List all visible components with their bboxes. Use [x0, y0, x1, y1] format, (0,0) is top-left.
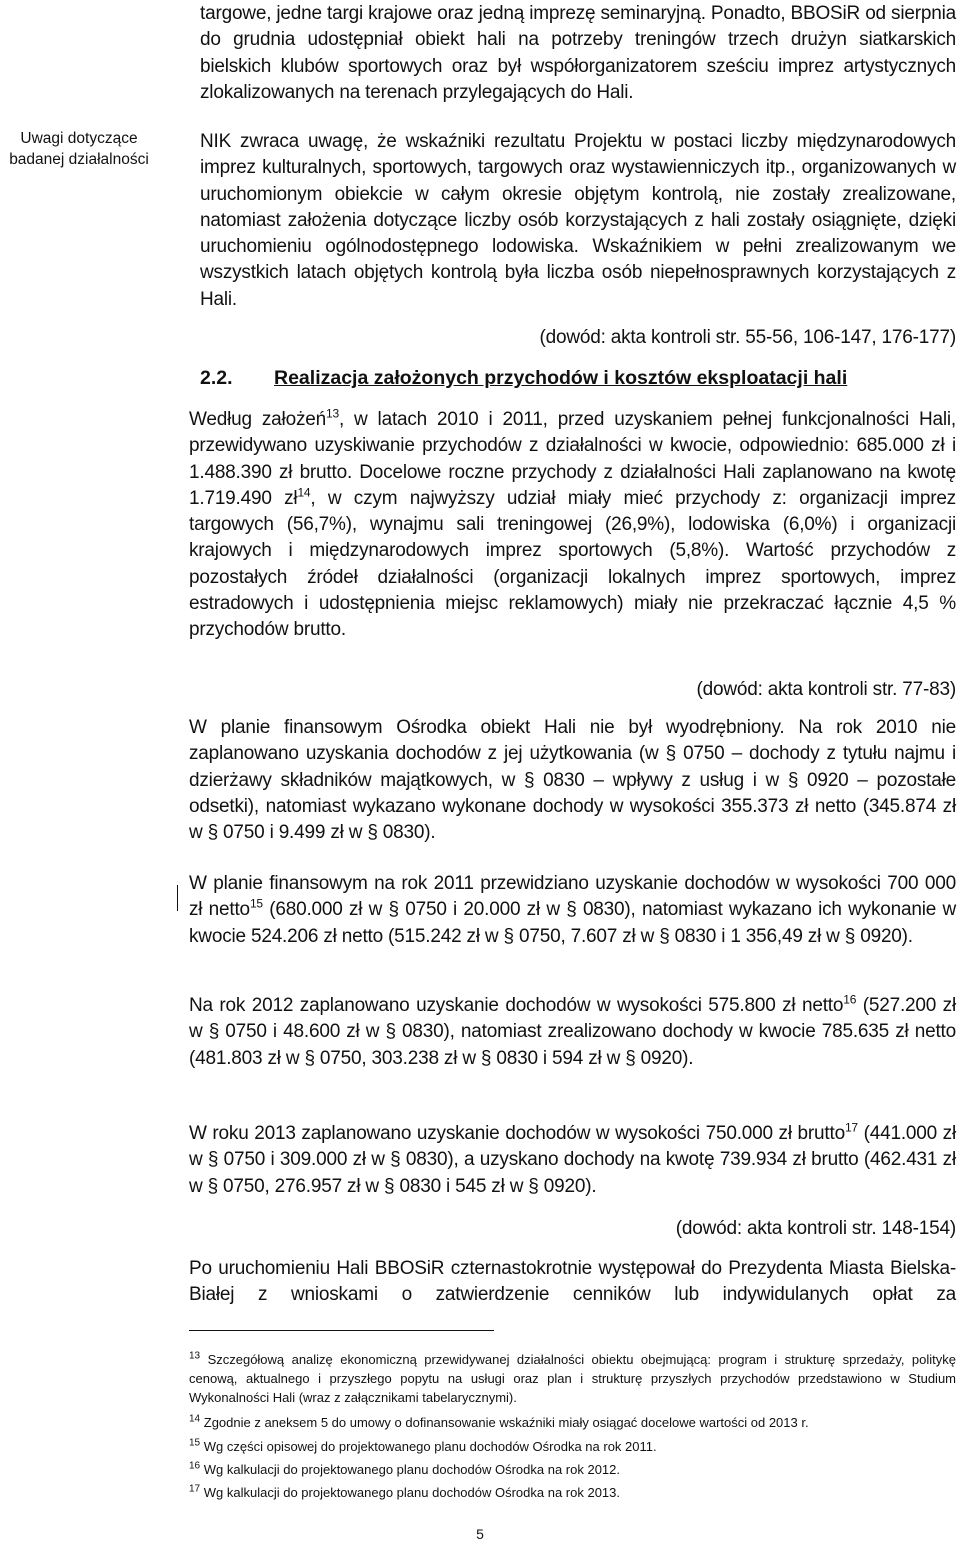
footnote-text: Wg kalkulacji do projektowanego planu dochodów Ośrodka na rok 2013. — [203, 1485, 621, 1500]
change-bar — [177, 885, 178, 911]
footnote — [189, 1437, 956, 1456]
evidence-ref-2: (dowód: akta kontroli str. 77-83) — [696, 679, 956, 700]
footnote-ref-16: 16 — [843, 992, 857, 1007]
paragraph-plan-2011 — [189, 871, 956, 950]
footnote — [189, 1413, 956, 1432]
evidence-ref-3: (dowód: akta kontroli str. 148-154) — [675, 1218, 956, 1239]
footnote-ref-17: 17 — [844, 1120, 858, 1135]
footnote-number: 17 — [189, 1483, 201, 1495]
footnote-text: Szczegółową analizę ekonomiczną przewidywanej działalności obiektu obejmującą: program i strukturę sprzedaży, politykę cenową, aktualnego i przyszłego popytu na usługi oraz plan i strukturę przyszłych przychodów przedstawiono w Studium Wykonalności Hali (wraz z załącznikami tabelarycznymi). — [189, 1352, 956, 1405]
margin-note: Uwagi dotyczące badanej działalności — [9, 130, 149, 168]
paragraph-intro: targowe, jedne targi krajowe oraz jedną imprezę seminaryjną. Ponadto, BBOSiR od sierpnia do grudnia udostępniał obiekt hali na potrzeby treningów trzech drużyn siatkarskich bielskich klubów sportowych oraz był współorganizatorem sześciu imprez artystycznych zlokalizowanych na terenach przylegających do Hali. — [200, 3, 956, 103]
footnote-text: Wg części opisowej do projektowanego planu dochodów Ośrodka na rok 2011. — [203, 1439, 657, 1454]
footnote — [189, 1350, 956, 1407]
page-number: 5 — [476, 1526, 484, 1542]
footnote — [189, 1460, 956, 1479]
text-run: , w latach 2010 i 2011, przed uzyskaniem pełnej funkcjonalności Hali, przewidywano uzyskiwanie przychodów z działalności w kwocie, odpowiednio: 685.000 zł i 1.488.390 zł brutto. Docelowe roczne przychody z działalności Hali zaplanowano na kwotę 1.719.490 zł — [189, 409, 957, 509]
text-run: (680.000 zł w § 0750 i 20.000 zł w § 0830), natomiast wykazano ich wykonanie w kwocie 524.206 zł netto (515.242 zł w § 0750, 7.607 zł w § 0830 i 1 356,49 zł w § 0920). — [189, 899, 956, 947]
text-run: W planie finansowym na rok 2011 przewidziano uzyskanie dochodów w wysokości 700 000 zł netto — [189, 873, 956, 921]
text-run: (527.200 zł w § 0750 i 48.600 zł w § 0830), natomiast zrealizowano dochody w kwocie 785.635 zł netto (481.803 zł w § 0750, 303.238 zł w § 0830 i 594 zł w § 0920). — [189, 995, 957, 1069]
footnote-ref-13: 13 — [325, 406, 339, 421]
footnote-text: Wg kalkulacji do projektowanego planu dochodów Ośrodka na rok 2012. — [203, 1462, 621, 1477]
section-number: 2.2. — [200, 367, 233, 389]
paragraph-pricing: Po uruchomieniu Hali BBOSiR czternastokrotnie występował do Prezydenta Miasta Bielska-Białej z wnioskami o zatwierdzenie cenników lub indywidulanych opłat za — [189, 1258, 956, 1306]
footnote-ref-15: 15 — [249, 896, 263, 911]
section-heading — [200, 367, 847, 390]
paragraph-assumptions — [189, 407, 956, 644]
footnote-text: Zgodnie z aneksem 5 do umowy o dofinansowanie wskaźniki miały osiągać docelowe wartości od 2013 r. — [203, 1415, 809, 1430]
paragraph-plan-2012 — [189, 993, 956, 1072]
text-run: Według założeń — [189, 409, 326, 430]
text-run: Na rok 2012 zaplanowano uzyskanie dochodów w wysokości 575.800 zł netto — [189, 995, 844, 1016]
footnote-number: 15 — [189, 1437, 201, 1449]
footnote-separator — [189, 1330, 494, 1331]
section-title: Realizacja założonych przychodów i kosztów eksploatacji hali — [274, 367, 848, 389]
footnote-number: 14 — [189, 1413, 201, 1425]
paragraph-plan-2013 — [189, 1121, 956, 1200]
footnote — [189, 1483, 956, 1502]
footnote-ref-14: 14 — [297, 485, 311, 500]
paragraph-plan-2010: W planie finansowym Ośrodka obiekt Hali nie był wyodrębniony. Na rok 2010 nie zaplanowano uzyskania dochodów z jej użytkowania (w § 0750 – dochody z tytułu najmu i dzierżawy składników majątkowych, w § 0830 – wpływy z usług i w § 0920 – pozostałe odsetki), natomiast wykazano wykonane dochody w wysokości 355.373 zł netto (345.874 zł w § 0750 i 9.499 zł w § 0830). — [189, 717, 956, 844]
text-run: , w czym najwyższy udział miały mieć przychody z: organizacji imprez targowych (56,7%), wynajmu sali treningowej (26,9%), lodowiska (6,0%) i organizacji krajowych i międzynarodowych imprez sportowych (5,8%). Wartość przychodów z pozostałych źródeł działalności (organizacji lokalnych imprez sportowych, imprez estradowych i udostępnienia miejsc reklamowych) miały nie przekraczać łącznie 4,5 % przychodów brutto. — [189, 487, 956, 641]
footnote-number: 13 — [189, 1350, 201, 1362]
text-run: (441.000 zł w § 0750 i 309.000 zł w § 0830), a uzyskano dochody na kwotę 739.934 zł brutto (462.431 zł w § 0750, 276.957 zł w § 0830 i 545 zł w § 0920). — [189, 1123, 956, 1197]
text-run: W roku 2013 zaplanowano uzyskanie dochodów w wysokości 750.000 zł brutto — [189, 1123, 845, 1144]
footnote-number: 16 — [189, 1460, 201, 1472]
paragraph-nik-remark: NIK zwraca uwagę, że wskaźniki rezultatu Projektu w postaci liczby międzynarodowych imprez kulturalnych, sportowych, targowych oraz wystawienniczych itp., organizowanych w uruchomionym obiekcie w całym okresie objętym kontrolą, nie zostały zrealizowane, natomiast założenia dotyczące liczby osób korzystających z hali zostały osiągnięte, dzięki uruchomieniu ogólnodostępnego lodowiska. Wskaźnikiem w pełni zrealizowanym we wszystkich latach objętych kontrolą była liczba osób niepełnosprawnych korzystających z Hali. — [200, 131, 956, 310]
evidence-ref-1: (dowód: akta kontroli str. 55-56, 106-147, 176-177) — [539, 327, 956, 348]
